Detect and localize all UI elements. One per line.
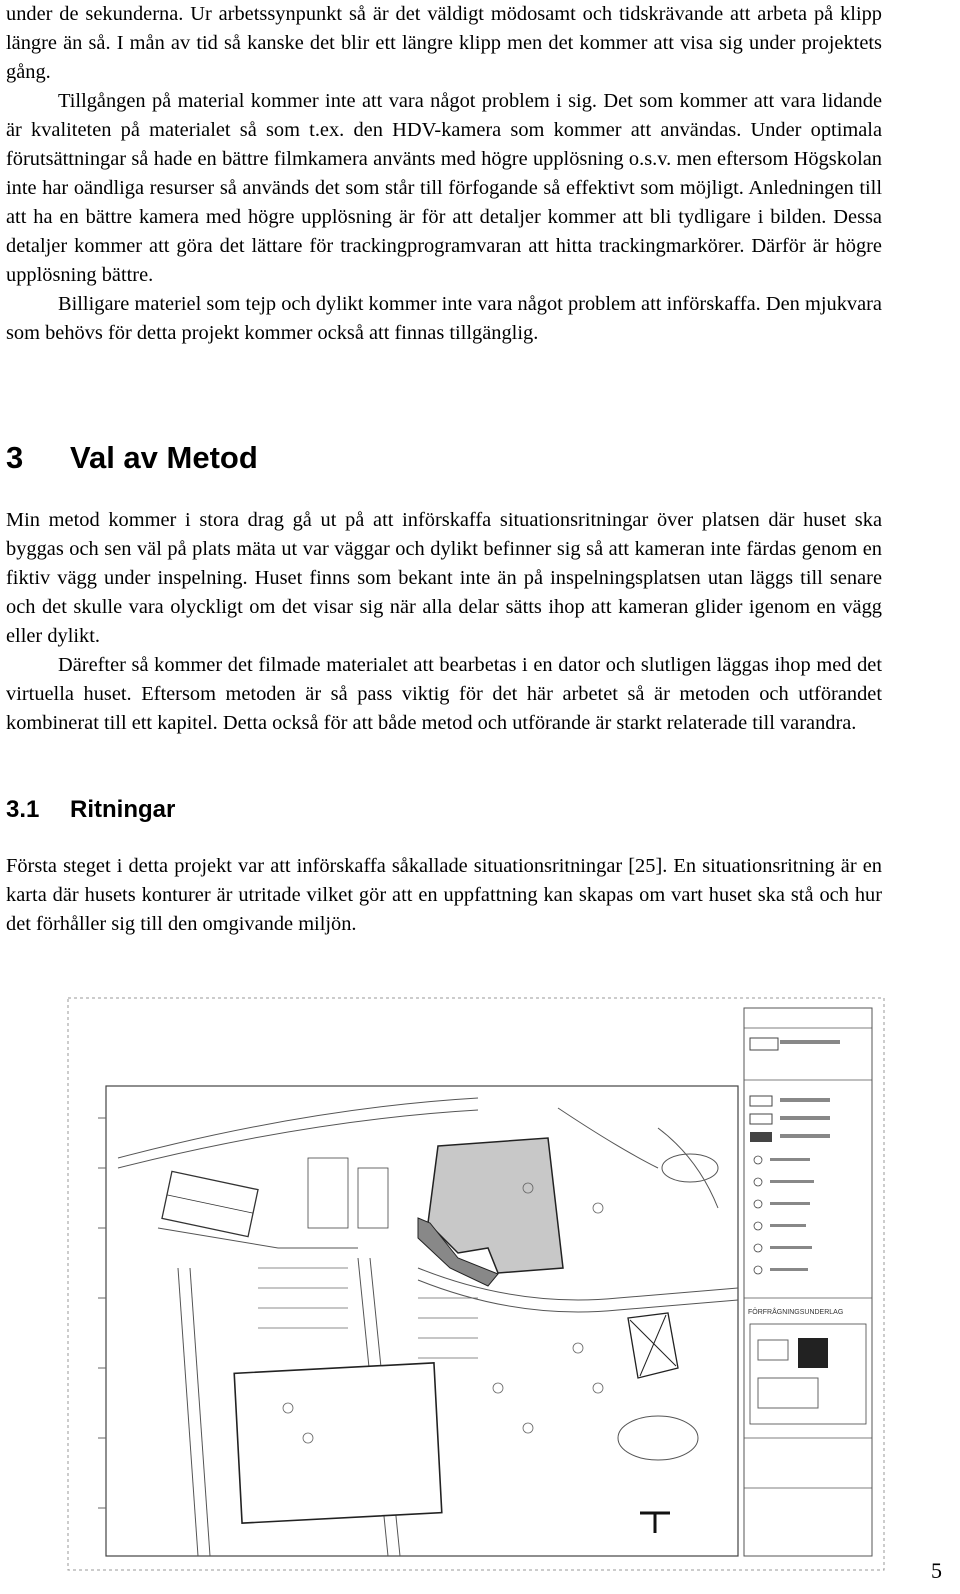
subsection-number: 3.1 (6, 796, 40, 823)
section-body (6, 506, 882, 738)
section-heading (6, 440, 258, 476)
paragraph: Billigare materiel som tejp och dylikt kommer inte vara något problem att införskaffa. Den mjukvara som behövs för detta projekt kommer också att finnas tillgänglig. (6, 293, 882, 344)
section-title: Val av Metod (70, 440, 258, 475)
legend-title: FÖRFRÅGNINGSUNDERLAG (748, 1309, 844, 1316)
paragraph: Min metod kommer i stora drag gå ut på att införskaffa situationsritningar över platsen där huset ska byggas och sen väl på plats mäta ut var väggar och dylikt befinner sig så att kameran inte färdas genom en fiktiv vägg under inspelning. Huset finns som bekant inte än på inspelningsplatsen utan läggs till senare och det skulle vara olyckligt om det visar sig när alla delar sätts ihop att kameran glider igenom en vägg eller dylikt. (6, 509, 882, 647)
paragraph: Tillgången på material kommer inte att vara något problem i sig. Det som kommer att vara lidande är kvaliteten på materialet så som t.ex. den HDV-kamera som kommer att användas. Under optimala förutsättningar så hade en bättre filmkamera använts med högre upplösning o.s.v. men eftersom Högskolan inte har oändliga resurser så används det som står till förfogande så effektivt som möjligt. Anledningen till att ha en bättre kamera med högre upplösning är för att detaljer kommer att bli tydligare i bilden. Dessa detaljer kommer att göra det lättare för trackingprogramvaran att hitta trackingmarkörer. Därför är högre upplösning bättre. (6, 90, 882, 286)
page-number: 5 (931, 1558, 942, 1583)
subsection-title: Ritningar (70, 796, 176, 823)
subsection-body (6, 852, 882, 939)
section-number: 3 (6, 440, 24, 475)
subsection-heading (6, 796, 175, 824)
paragraph: Därefter så kommer det filmade materialet att bearbetas i en dator och slutligen läggas ihop med det virtuella huset. Eftersom metoden är så pass viktig för det här arbetet så är metoden och utförandet kombinerat till ett kapitel. Detta också för att både metod och utförande är starkt relaterade till varandra. (6, 654, 882, 734)
site-plan-drawing (58, 968, 890, 1576)
intro-text (6, 0, 882, 348)
paragraph: under de sekunderna. Ur arbetssynpunkt så är det väldigt mödosamt och tidskrävande att arbeta på klipp längre än så. I mån av tid så kanske det blir ett längre klipp men det kommer att visa sig under projektets gång. (6, 3, 882, 83)
paragraph: Första steget i detta projekt var att införskaffa såkallade situationsritningar [25]. En situationsritning är en karta där husets konturer är utritade vilket gör att en uppfattning kan skapas om vart huset ska stå och hur det förhåller sig till den omgivande miljön. (6, 855, 882, 935)
